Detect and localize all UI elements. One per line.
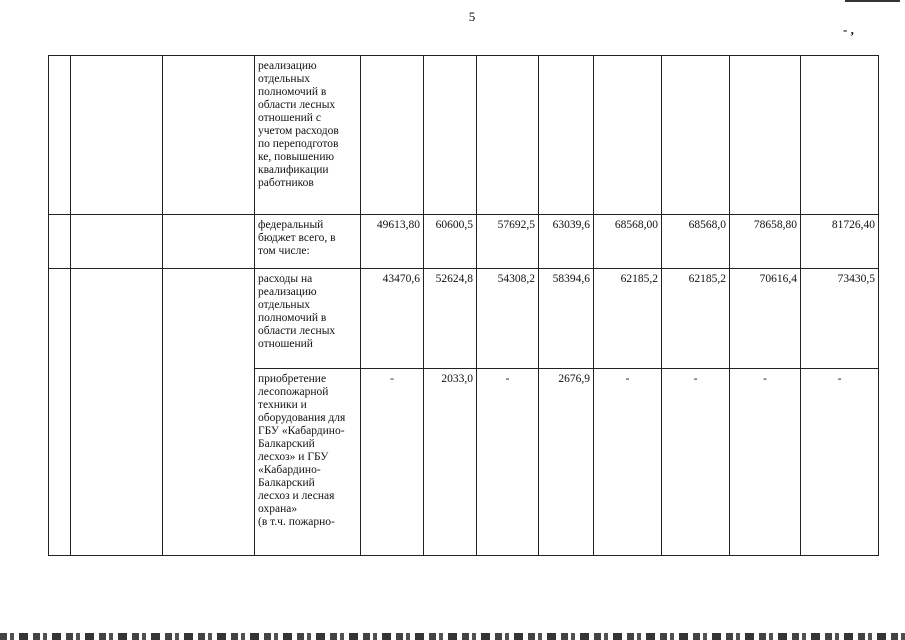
value-cell [594,56,662,215]
value-cell: 52624,8 [424,269,477,369]
value-cell: - [662,369,730,556]
row-description: реализацию отдельных полномочий в области лесных отношений с учетом расходов по переподготов ке, повышению квалификации работников [255,56,361,215]
value-cell [662,56,730,215]
value-cell: 57692,5 [477,215,539,269]
value-cell [361,56,424,215]
value-cell: - [801,369,879,556]
value-cell: 43470,6 [361,269,424,369]
empty-cell [71,269,163,556]
value-cell: 58394,6 [539,269,594,369]
value-cell: 81726,40 [801,215,879,269]
empty-cell [163,215,255,269]
value-cell: 62185,2 [594,269,662,369]
value-cell: 63039,6 [539,215,594,269]
row-description: расходы на реализацию отдельных полномочий в области лесных отношений [255,269,361,369]
value-cell: 73430,5 [801,269,879,369]
value-cell: - [477,369,539,556]
value-cell [477,56,539,215]
value-cell: 60600,5 [424,215,477,269]
scan-bottom-edge [0,633,905,640]
value-cell: 68568,00 [594,215,662,269]
value-cell: 2676,9 [539,369,594,556]
value-cell [730,56,801,215]
row-description: федеральный бюджет всего, в том числе: [255,215,361,269]
value-cell: 49613,80 [361,215,424,269]
empty-cell [49,215,71,269]
value-cell: 70616,4 [730,269,801,369]
value-cell: - [361,369,424,556]
empty-cell [71,215,163,269]
value-cell: - [594,369,662,556]
value-cell: 54308,2 [477,269,539,369]
value-cell: 2033,0 [424,369,477,556]
empty-cell [71,56,163,215]
page-number: 5 [468,9,476,24]
corner-mark: - , [843,22,854,37]
value-cell [801,56,879,215]
empty-cell [163,56,255,215]
value-cell: - [730,369,801,556]
table-row [49,269,879,369]
value-cell: 78658,80 [730,215,801,269]
empty-cell [163,269,255,556]
empty-cell [49,56,71,215]
table-row [49,215,879,269]
value-cell: 62185,2 [662,269,730,369]
row-description: приобретение лесопожарной техники и оборудования для ГБУ «Кабардино- Балкарский лесхоз» и ГБУ «Кабардино- Балкарский лесхоз и лесная охрана» (в т.ч. пожарно- [255,369,361,556]
budget-table [48,55,879,556]
empty-cell [49,269,71,556]
scan-top-edge [845,0,900,2]
value-cell [424,56,477,215]
value-cell: 68568,0 [662,215,730,269]
table-row [49,56,879,215]
value-cell [539,56,594,215]
